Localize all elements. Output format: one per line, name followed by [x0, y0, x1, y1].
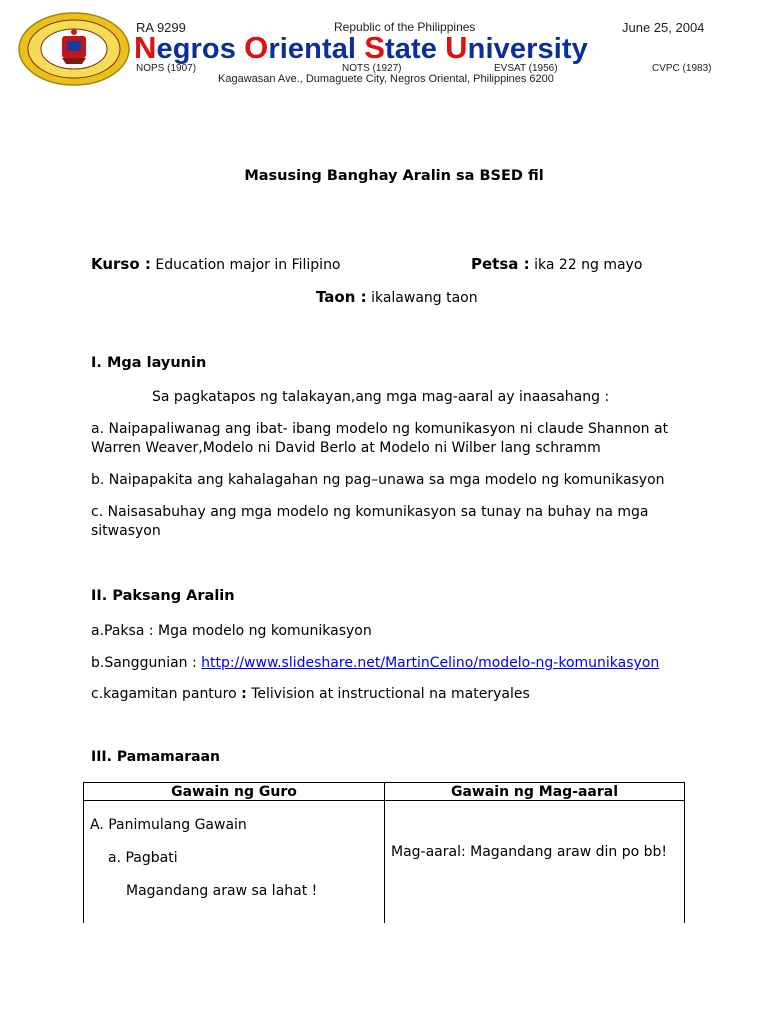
kagamitan-value: Telivision at instructional na materyales: [246, 686, 530, 702]
guro-line-2: a. Pagbati: [108, 850, 178, 866]
kurso-row: [91, 255, 341, 273]
sanggunian-label: b.Sanggunian :: [91, 655, 202, 671]
university-seal-logo: [18, 12, 130, 86]
guro-cell: [84, 801, 385, 924]
kagamitan-line: [91, 684, 530, 704]
nots-label: NOTS (1927): [342, 63, 402, 74]
petsa-value: ika 22 ng mayo: [534, 257, 643, 273]
objective-b: b. Naipapakita ang kahalagahan ng pag–unawa sa mga modelo ng komunikasyon: [91, 472, 665, 488]
letterhead-date: June 25, 2004: [622, 20, 705, 35]
column-header-magaaral: Gawain ng Mag-aaral: [385, 783, 685, 801]
section-1-intro: Sa pagkatapos ng talakayan,ang mga mag-aaral ay inaasahang :: [152, 389, 610, 405]
kurso-value: Education major in Filipino: [155, 257, 341, 273]
objective-c-line2: sitwasyon: [91, 523, 161, 539]
guro-line-1: A. Panimulang Gawain: [90, 817, 247, 833]
objective-a-line1: a. Naipapaliwanag ang ibat- ibang modelo ng komunikasyon ni claude Shannon at: [91, 421, 669, 437]
sanggunian-link[interactable]: http://www.slideshare.net/MartinCelino/modelo-ng-komunikasyon: [201, 655, 660, 671]
section-3-heading: III. Pamamaraan: [91, 749, 220, 765]
objective-a-line2: Warren Weaver,Modelo ni David Berlo at Modelo ni Wilber lang schramm: [91, 440, 601, 456]
kurso-label: Kurso :: [91, 255, 151, 273]
objective-c-line1: c. Naisasabuhay ang mga modelo ng komunikasyon sa tunay na buhay na mga: [91, 504, 649, 520]
column-header-guro: Gawain ng Guro: [84, 783, 385, 801]
procedure-table: [83, 782, 685, 923]
taon-value: ikalawang taon: [371, 290, 478, 306]
table-row: [84, 801, 685, 924]
cvpc-label: CVPC (1983): [652, 63, 712, 74]
guro-line-3: Magandang araw sa lahat !: [126, 883, 318, 899]
section-1-heading: I. Mga layunin: [91, 355, 207, 371]
ra-number: RA 9299: [136, 20, 186, 35]
sanggunian-line: [91, 653, 659, 673]
evsat-label: EVSAT (1956): [494, 63, 558, 74]
section-2-heading: II. Paksang Aralin: [91, 588, 235, 604]
paksa-line: a.Paksa : Mga modelo ng komunikasyon: [91, 623, 372, 639]
university-name: Negros Oriental State University: [134, 30, 588, 65]
kagamitan-label: c.kagamitan panturo: [91, 686, 242, 702]
taon-label: Taon :: [316, 288, 367, 306]
kagamitan-colon: :: [241, 686, 247, 702]
petsa-row: [471, 255, 642, 273]
petsa-label: Petsa :: [471, 255, 530, 273]
university-address: Kagawasan Ave., Dumaguete City, Negros Oriental, Philippines 6200: [218, 73, 554, 85]
magaaral-cell: [385, 801, 685, 924]
republic-label: Republic of the Philippines: [334, 20, 476, 34]
table-header-row: [84, 783, 685, 801]
document-title: Masusing Banghay Aralin sa BSED fil: [244, 168, 544, 184]
nops-label: NOPS (1907): [136, 63, 197, 74]
magaaral-line-1: Mag-aaral: Magandang araw din po bb!: [391, 844, 668, 860]
taon-row: [316, 288, 478, 306]
